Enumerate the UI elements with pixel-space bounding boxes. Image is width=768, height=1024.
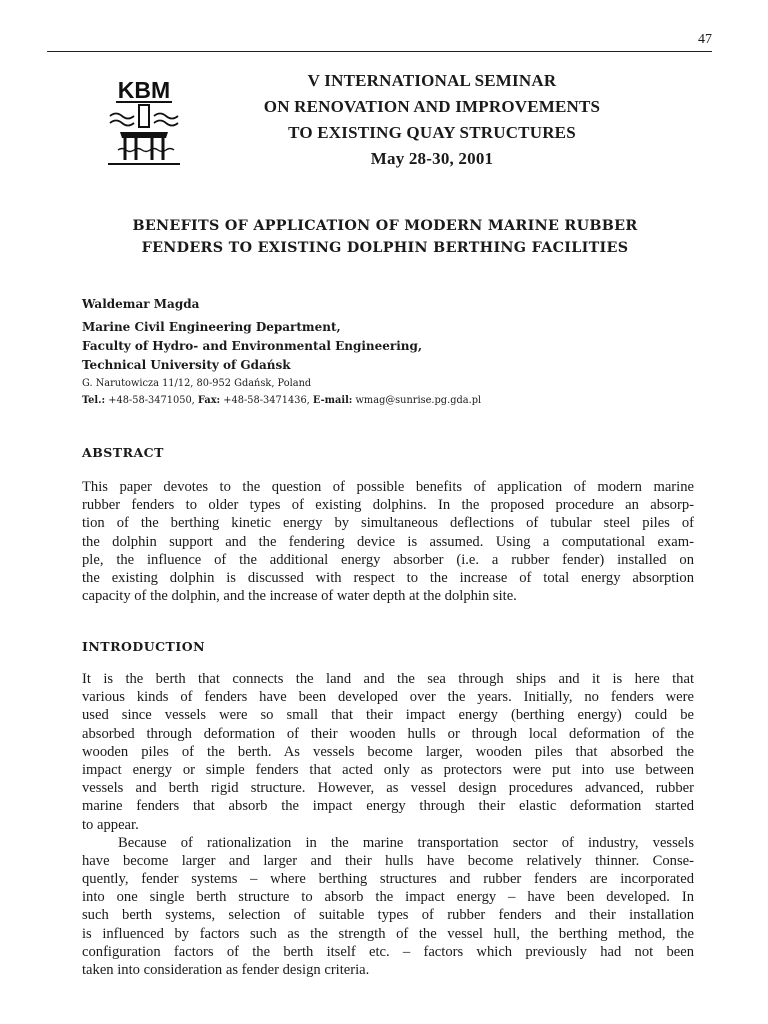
affiliation-department: Marine Civil Engineering Department, <box>82 320 341 334</box>
seminar-dates: May 28-30, 2001 <box>370 149 494 168</box>
affiliation-university: Technical University of Gdańsk <box>82 358 291 372</box>
header-rule <box>47 51 712 52</box>
fax-label: Fax: <box>197 395 221 406</box>
paper-title-line-2: FENDERS TO EXISTING DOLPHIN BERTHING FACILITIES <box>141 240 629 256</box>
intro-line: Because of rationalization in the marine transportation sector of industry, vessels <box>118 834 694 851</box>
intro-line: have become larger and larger and their hulls have become relatively thinner. Conse- <box>82 852 694 869</box>
abstract-line: the existing dolphin is discussed with respect to the increase of total energy absorption <box>82 569 694 586</box>
affiliation-faculty: Faculty of Hydro- and Environmental Engineering, <box>82 339 423 353</box>
paper-title <box>60 215 710 259</box>
introduction-heading: INTRODUCTION <box>82 639 206 654</box>
contact-line <box>82 392 682 409</box>
tel-number: +48-58-3471050, <box>108 395 195 406</box>
intro-line: absorbed through deformation of their wooden hulls or through local deformation of the <box>82 725 694 742</box>
abstract-line: capacity of the dolphin, and the increase of water depth at the dolphin site. <box>82 588 517 605</box>
intro-line: vessels and berth rigid structure. However, as vessel design procedures advanced, rubber <box>82 780 694 797</box>
author-block <box>82 295 682 409</box>
intro-line: configuration factors of the berth itself etc. – factors which previously had not been <box>82 943 694 960</box>
intro-line: quently, fender systems – where berthing structures and rubber fenders are incorporated <box>82 871 694 888</box>
intro-line: into one single berth structure to absorb the impact energy – have been developed. In <box>82 889 694 906</box>
paper-title-line-1: BENEFITS OF APPLICATION OF MODERN MARINE RUBBER <box>132 218 638 234</box>
tel-label: Tel.: <box>82 395 106 406</box>
fax-number: +48-58-3471436, <box>223 395 310 406</box>
seminar-line-1: V INTERNATIONAL SEMINAR <box>307 71 557 90</box>
kbm-logo-icon <box>106 74 182 172</box>
abstract-line: rubber fenders to older types of existing dolphins. In the proposed procedure an absorp- <box>82 497 694 514</box>
abstract-line: tion of the berthing kinetic energy by simultaneous deflections of tubular steel piles of <box>82 515 694 532</box>
intro-line: marine fenders that absorb the impact energy through their elastic deformation started <box>82 798 694 815</box>
intro-line: is influenced by factors such as the strength of the vessel hull, the berthing method, the <box>82 925 694 942</box>
email-label: E-mail: <box>312 395 353 406</box>
abstract-paragraph <box>82 478 694 605</box>
intro-line: such berth systems, selection of suitable types of rubber fenders and their installation <box>82 907 694 924</box>
postal-address: G. Narutowicza 11/12, 80-952 Gdańsk, Poland <box>82 378 312 389</box>
seminar-line-3: TO EXISTING QUAY STRUCTURES <box>288 123 576 142</box>
abstract-line: This paper devotes to the question of possible benefits of application of modern marine <box>82 479 694 495</box>
intro-line: various kinds of fenders have been developed over the years. Initially, no fenders were <box>82 689 694 706</box>
author-name: Waldemar Magda <box>82 297 200 311</box>
abstract-heading: ABSTRACT <box>82 445 164 460</box>
seminar-heading <box>222 68 642 172</box>
abstract-line: the dolphin support and the fendering device is assumed. Using a computational exam- <box>82 533 694 550</box>
intro-line: wooden piles of the berth. As vessels become larger, wooden piles that absorbed the <box>82 743 694 760</box>
intro-line: taken into consideration as fender design criteria. <box>82 962 370 978</box>
abstract-line: ple, the influence of the additional energy absorber (i.e. a rubber fender) installed on <box>82 551 694 568</box>
page-number: 47 <box>698 32 712 47</box>
email-address[interactable]: wmag@sunrise.pg.gda.pl <box>355 395 482 406</box>
intro-line: impact energy or simple fenders that acted only as protectors were put into use between <box>82 761 694 778</box>
logo-text: KBM <box>117 77 171 103</box>
intro-line: to appear. <box>82 816 139 833</box>
intro-line: used since vessels were so small that their impact energy (berthing energy) could be <box>82 707 694 724</box>
introduction-paragraph-1 <box>82 670 694 979</box>
intro-line: It is the berth that connects the land and the sea through ships and it is here that <box>82 671 694 687</box>
seminar-line-2: ON RENOVATION AND IMPROVEMENTS <box>263 97 601 116</box>
